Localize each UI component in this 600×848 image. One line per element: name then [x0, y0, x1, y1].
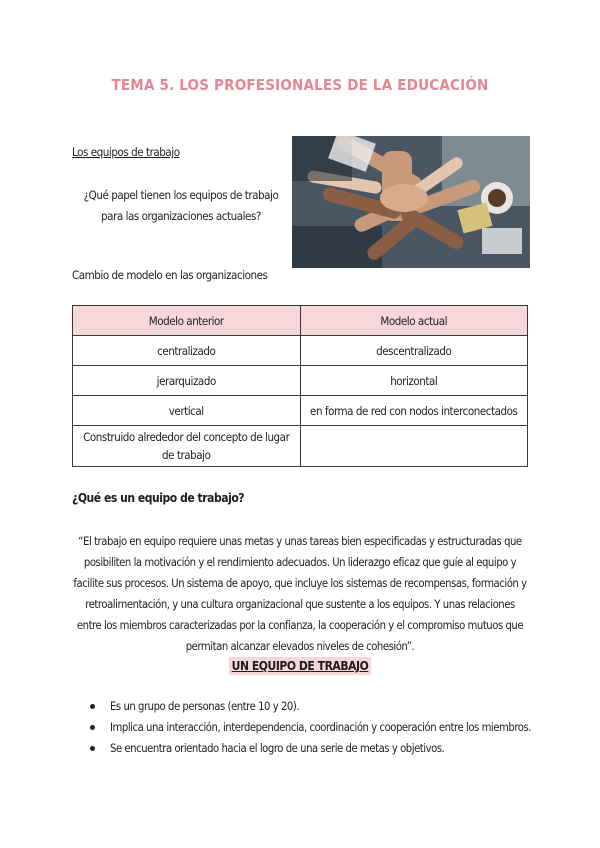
list-item-text: Se encuentra orientado hacia el logro de una serie de metas y objetivos. [110, 742, 445, 755]
highlight-banner: UN EQUIPO DE TRABAJO [229, 657, 372, 675]
table-row [73, 336, 528, 366]
table-row [73, 396, 528, 426]
table-cell: vertical [73, 396, 301, 426]
banner-container [0, 655, 600, 675]
table-cell: en forma de red con nodos interconectados [300, 396, 528, 426]
header-previous-model: Modelo anterior [73, 306, 301, 336]
table-row [73, 366, 528, 396]
list-item-text: Es un grupo de personas (entre 10 y 20). [110, 700, 300, 713]
bullet-list [90, 696, 531, 759]
table-row [73, 426, 528, 467]
section-label: Los equipos de trabajo [72, 145, 180, 159]
table-header-row [73, 306, 528, 336]
page-title: TEMA 5. LOS PROFESIONALES DE LA EDUCACIÓN [111, 76, 489, 94]
question-text: ¿Qué papel tienen los equipos de trabajo para las organizaciones actuales? [83, 188, 279, 223]
table-cell: horizontal [300, 366, 528, 396]
table-cell: centralizado [73, 336, 301, 366]
change-label: Cambio de modelo en las organizaciones [72, 268, 268, 282]
bullet-icon [90, 704, 95, 709]
models-table [72, 305, 528, 467]
list-item [90, 717, 531, 738]
definition-quote: “El trabajo en equipo requiere unas metas y unas tareas bien especificadas y estructuradas que posibiliten la motivación y el rendimiento adecuados. Un liderazgo eficaz que guíe al equipo y facilite sus procesos. Un sistema de apoyo, que incluye los sistemas de recompensas, formación y retroalimentación, y una cultura organizacional que sustente a los equipos. Y unas relaciones entre los miembros caracterizadas por la confianza, la cooperación y el compromiso mutuos que permitan alcanzar elevados niveles de cohesión”. [73, 535, 527, 653]
list-item [90, 696, 531, 717]
header-current-model: Modelo actual [300, 306, 528, 336]
table-cell: jerarquizado [73, 366, 301, 396]
table-cell [300, 426, 528, 467]
bullet-icon [90, 725, 95, 730]
list-item [90, 738, 531, 759]
table-cell: Construido alrededor del concepto de lugar de trabajo [73, 426, 301, 467]
subheading: ¿Qué es un equipo de trabajo? [72, 491, 245, 505]
bullet-icon [90, 746, 95, 751]
table-cell: descentralizado [300, 336, 528, 366]
list-item-text: Implica una interacción, interdependencia, coordinación y cooperación entre los miembros. [110, 721, 532, 734]
teamwork-hands-photo [292, 136, 530, 268]
